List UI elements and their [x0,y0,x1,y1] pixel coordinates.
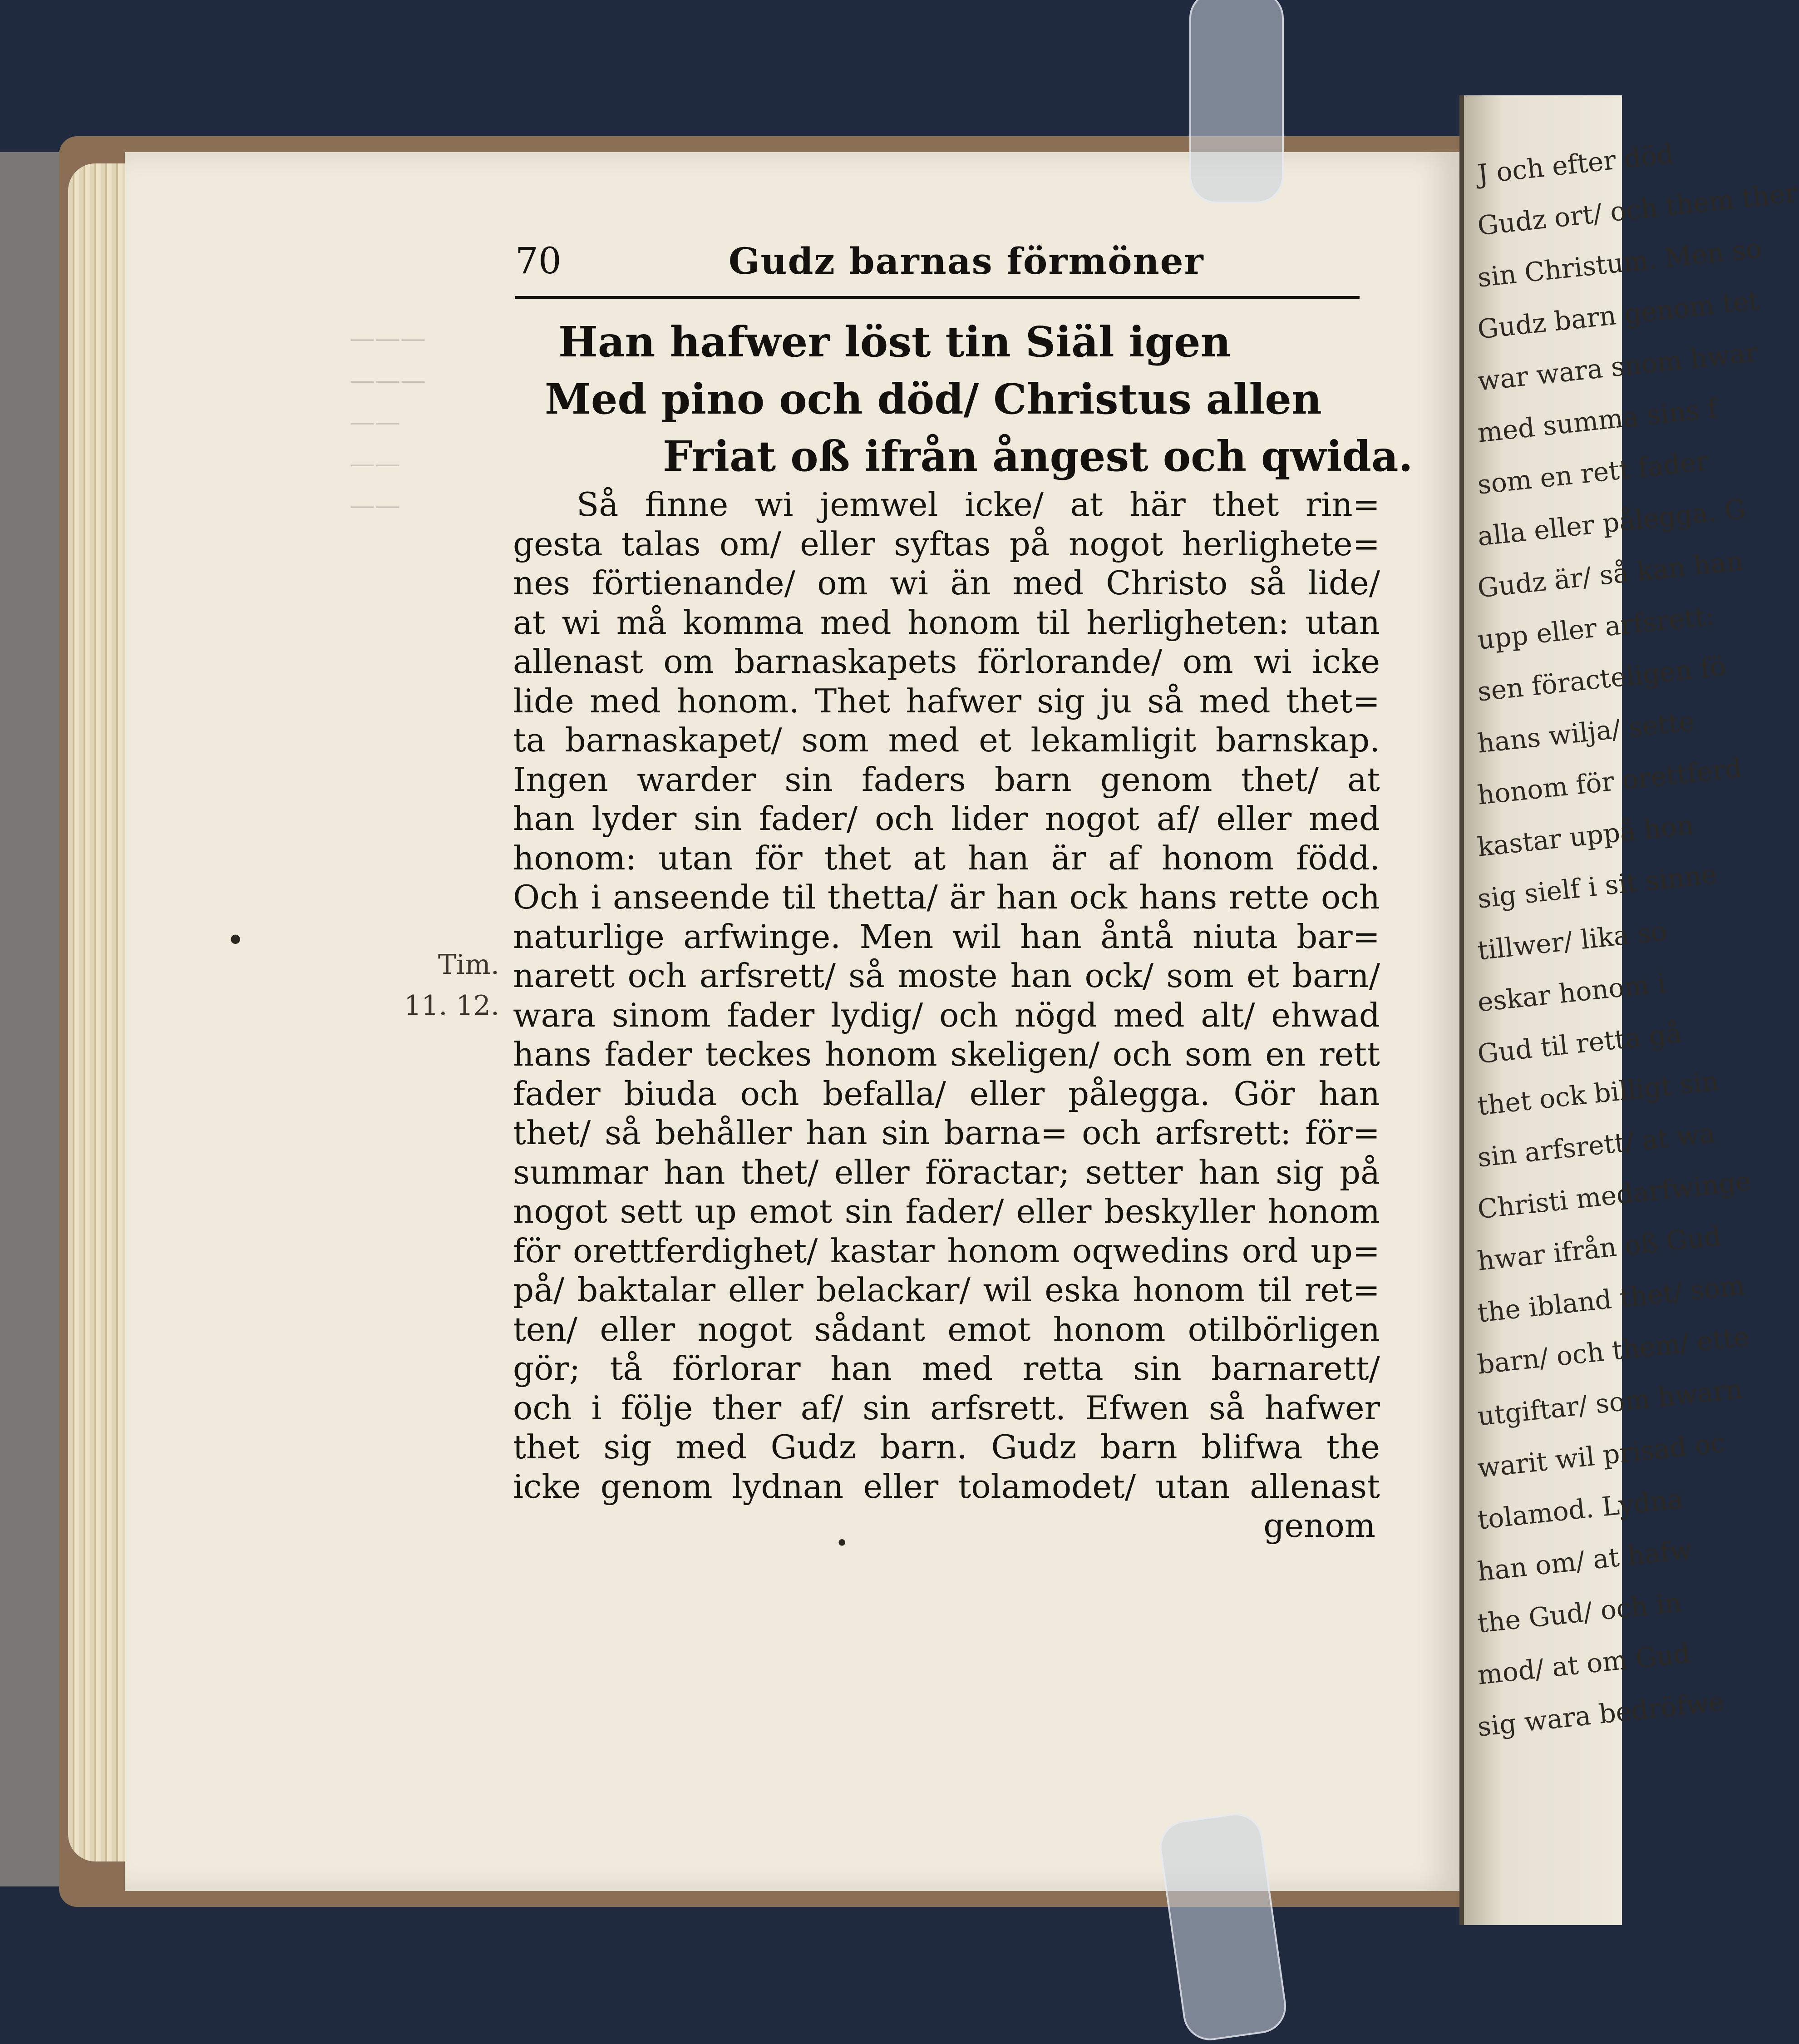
facing-page-line: utgiftar/ som hwarn [1476,1373,1744,1432]
ink-dot: • [835,1530,849,1556]
facing-page-line: Christi medarfwinge [1476,1165,1753,1225]
facing-page-line: han om/ at hafw [1476,1534,1694,1587]
text-line: hans fader teckes honom skeligen/ och som en rett [513,1035,1380,1073]
facing-page-line: med summa sins f [1476,392,1719,449]
facing-page-line: honom för orettferd [1476,752,1744,811]
facing-page-line: war wara snom hwar [1476,336,1760,397]
text-line: thet/ så behåller han sin barna= och arfsrett: för= [513,1114,1380,1152]
text-line: ta barnaskapet/ som med et lekamligit barnskap. [513,721,1380,759]
facing-page-line: Gud til retta gå [1476,1017,1683,1070]
text-line: Så finne wi jemwel icke/ at här thet rin= [577,485,1380,523]
text-line: summar han thet/ eller föractar; setter han sig på [513,1153,1380,1191]
facing-page-line: upp eller arfsrett: [1476,600,1716,656]
text-line: och i följe ther af/ sin arfsrett. Efwen så hafwer [513,1388,1380,1427]
facing-page-line: kastar uppå hon [1476,809,1695,863]
facing-page-line: eskar honom i [1476,967,1667,1018]
running-title: Gudz barnas förmöner [729,240,1204,282]
catchword: genom [1263,1506,1375,1545]
text-line: ten/ eller nogot sådant emot honom otilbörligen [513,1310,1380,1348]
text-line: at wi må komma med honom til herligheten: utan [513,603,1380,642]
facing-page-line: the Gud/ och in [1476,1587,1683,1639]
facing-page-line: Gudz är/ så kan han [1476,545,1745,604]
facing-page-line: sin Christum. Men so [1476,232,1763,293]
text-line: gesta talas om/ eller syftas på nogot herlighete= [513,524,1380,563]
text-line: för orettferdighet/ kastar honom oqwedins ord up= [513,1231,1380,1270]
facing-page-line: hans wilja/ sette [1476,706,1696,759]
facing-page-line: tolamod. Lydna [1476,1483,1685,1535]
text-line: thet sig med Gudz barn. Gudz barn blifwa the [513,1428,1380,1466]
facing-page-line: hwar ifrån oß Gud [1476,1220,1723,1277]
facing-page-line: thet ock billigt sin [1476,1065,1720,1121]
facing-page-line: som en rett fader [1476,445,1710,500]
hymn-line: Han hafwer löst tin Siäl igen [558,317,1231,366]
margin-note: 11. 12. [404,990,499,1022]
facing-page-line: Gudz ort/ och them ther [1476,177,1799,242]
text-line: naturlige arfwinge. Men wil han åntå niuta bar= [513,917,1380,956]
facing-page-line: sen föracteligen fö [1476,650,1727,707]
page-clip-top [1189,0,1284,203]
facing-page-line: tillwer/ lika so [1476,915,1668,966]
page-number: 70 [515,240,562,282]
facing-page-line: barn/ och them/ ette [1476,1321,1751,1380]
facing-page-line: sin arfsrett/ at wa [1476,1117,1716,1173]
text-line: nes förtienande/ om wi än med Christo så lide/ [513,564,1380,602]
header-rule [515,296,1360,299]
hymn-line-text: Friat oß ifrån ångest och qwida. [663,432,1413,481]
text-line: Och i anseende til thetta/ är han ock hans rette och [513,878,1380,916]
main-text [513,313,1413,1545]
text-line: icke genom lydnan eller tolamodet/ utan allenast [513,1467,1380,1506]
margin-notes [350,944,499,1026]
text-line: Ingen warder sin faders barn genom thet/ at [513,760,1380,799]
text-line: allenast om barnaskapets förlorande/ om wi icke [513,642,1380,681]
text-line: lide med honom. Thet hafwer sig ju så med thet= [513,681,1380,720]
facing-page-line: mod/ at om Gud [1476,1638,1692,1691]
page-header [515,240,1360,290]
show-through-text: ——— ——— —— —— —— [350,324,426,520]
margin-dot: • [226,922,245,959]
margin-note: Tim. [438,949,499,981]
text-line: på/ baktalar eller belackar/ wil eska honom til ret= [513,1271,1380,1309]
text-line: nogot sett up emot sin fader/ eller beskyller honom [513,1192,1380,1230]
text-line: han lyder sin fader/ och lider nogot af/ eller med [513,800,1380,838]
facing-page-line: the ibland thet/ som [1476,1269,1746,1328]
text-line: narett och arfsrett/ så moste han ock/ som et barn/ [513,957,1380,995]
text-line: honom: utan för thet at han är af honom född. [513,839,1380,877]
hymn-line: Med pino och död/ Christus allen [545,375,1322,424]
text-line: fader biuda och befalla/ eller pålegga. Gör han [513,1074,1380,1113]
facing-page-line: sig wara bedröfwe [1476,1686,1726,1743]
text-line: gör; tå förlorar han med retta sin barnarett/ [513,1349,1380,1387]
facing-page-line: alla eller pålegga. G [1476,493,1747,552]
facing-page-line: warit wil prisad oc [1476,1427,1727,1484]
facing-page-line: J och efter död [1476,138,1675,190]
hymn-line [513,428,1413,485]
facing-page-line: sig sielf i sit sinne [1476,858,1719,914]
text-line: wara sinom fader lydig/ och nögd med alt/ ehwad [513,996,1380,1034]
facing-page [1459,95,1799,1925]
facing-page-line: Gudz barn genom tet [1476,285,1761,345]
